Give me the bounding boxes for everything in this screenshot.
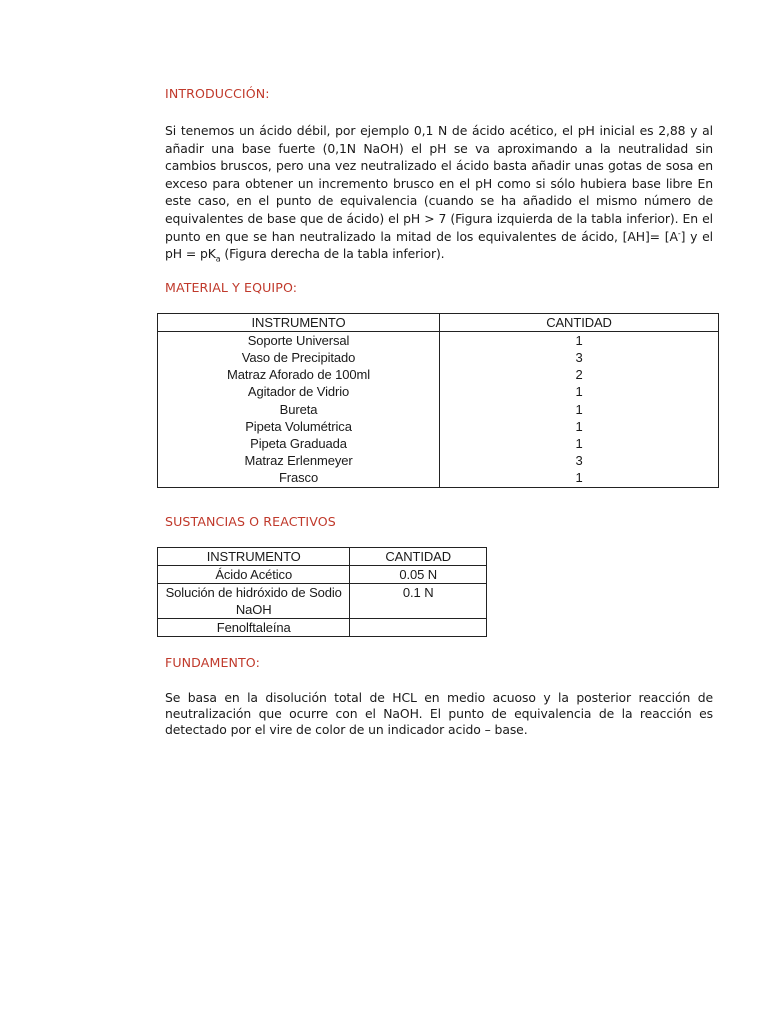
instrument-cell: Soporte Universal [158,332,440,350]
material-heading: MATERIAL Y EQUIPO: [165,280,298,295]
table-row [158,384,719,401]
table-row [158,566,487,584]
table-row [158,619,487,637]
column-header-instrumento: INSTRUMENTO [158,314,440,332]
reagent-cell: Fenolftaleína [158,619,350,637]
intro-superscript: - [677,228,681,238]
instrument-cell: Pipeta Volumétrica [158,418,440,435]
table-header-row [158,314,719,332]
table-header-row [158,548,487,566]
intro-heading: INTRODUCCIÓN: [165,86,270,101]
reagent-cell: Ácido Acético [158,566,350,584]
concentration-cell [350,619,487,637]
reagent-cell: Solución de hidróxido de Sodio NaOH [158,584,350,619]
instrument-cell: Matraz Aforado de 100ml [158,367,440,384]
intro-text-part3: (Figura derecha de la tabla inferior). [220,246,445,262]
table-row [158,349,719,366]
column-header-cantidad: CANTIDAD [440,314,719,332]
intro-text-part1: Si tenemos un ácido débil, por ejemplo 0,1 N de ácido acético, el pH inicial es 2,88 y al añadir una base fuerte (0,1N NaOH) el pH se va aproximando a la neutralidad sin cambios bruscos, pero una vez neutralizado el ácido basta añadir unas gotas de sosa en exceso para obtener un incremento brusco en el pH como si sólo hubiera base libre En este caso, en el punto de equivalencia (cuando se ha añadido el mismo número de equivalentes de base que de ácido) el pH > 7 (Figura izquierda de la tabla inferior). En el punto en que se han neutralizado la mitad de los equivalentes de ácido, [AH]= [A [165,123,713,244]
quantity-cell: 3 [440,349,719,366]
instrument-cell: Bureta [158,401,440,418]
quantity-cell: 2 [440,367,719,384]
quantity-cell: 1 [440,418,719,435]
concentration-cell: 0.05 N [350,566,487,584]
quantity-cell: 3 [440,453,719,470]
quantity-cell: 1 [440,470,719,488]
table-row [158,367,719,384]
instrument-cell: Agitador de Vidrio [158,384,440,401]
instrument-cell: Pipeta Graduada [158,435,440,452]
concentration-cell: 0.1 N [350,584,487,619]
table-row [158,418,719,435]
reactivos-heading: SUSTANCIAS O REACTIVOS [165,514,336,529]
quantity-cell: 1 [440,332,719,350]
instrument-cell: Frasco [158,470,440,488]
reactivos-table [157,547,487,637]
intro-text-part2: ] y el pH = pK [165,228,713,262]
material-table [157,313,719,488]
table-row [158,435,719,452]
instrument-cell: Matraz Erlenmeyer [158,453,440,470]
quantity-cell: 1 [440,384,719,401]
fundamento-paragraph: Se basa en la disolución total de HCL en medio acuoso y la posterior reacción de neutralización que ocurre con el NaOH. El punto de equivalencia de la reacción es detectado por el vire de color de un indicador acido – base. [165,690,713,737]
column-header-cantidad: CANTIDAD [350,548,487,566]
table-row [158,584,487,619]
quantity-cell: 1 [440,401,719,418]
table-row [158,453,719,470]
intro-paragraph [165,122,713,263]
column-header-instrumento: INSTRUMENTO [158,548,350,566]
table-row [158,401,719,418]
quantity-cell: 1 [440,435,719,452]
instrument-cell: Vaso de Precipitado [158,349,440,366]
table-row [158,332,719,350]
table-row [158,470,719,488]
fundamento-heading: FUNDAMENTO: [165,655,260,670]
intro-subscript: a [215,254,221,264]
